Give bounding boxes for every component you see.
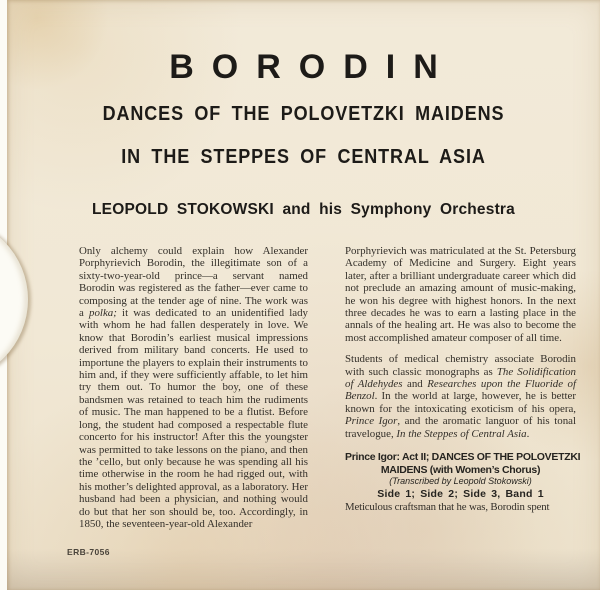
paragraph-text: Only alchemy could explain how Alexander Porphyrievich Borodin, the illegitimate son of a sixty-two-year-old prince—a servant named Borodin was registered as the father—ever came to composing at the tender age of nine. The work was a	[79, 245, 308, 320]
italic-work-title: Researches upon the Fluoride of Benzol	[345, 378, 577, 403]
tracklist-sides: Side 1; Side 2; Side 3, Band 1	[377, 487, 544, 500]
paragraph-text: it was dedicated to an unidentified lady with whom he had fallen desperately in love. We know that Borodin’s earliest musical impressions derived from military band concerts. He used to importune the players to explain their instruments to him and, if they were sufficiently affable, to let him try them out. To humor the boy, one of these bandsmen was retained to teach him the rudiments of music. The man happened to be a flutist. Before long, the student had composed a respectable flute concerto for his instructor! After this the youngster was permitted to take lessons on the piano, and then the ’cello, but only because he was spending all his time otherwise in the room he had rigged out, with his mother’s delighted approval, as a laboratory. Her husband had been a physician, and nothing would do but that her son should be, too. Accordingly, in 1850, the seventeen-year-old Alexander	[79, 307, 308, 530]
liner-notes-left-column	[79, 245, 308, 530]
tracklist-title-line-2: MAIDENS (with Women’s Chorus)	[380, 463, 541, 476]
liner-notes-right-column	[345, 245, 581, 513]
subtitle-line-2: IN THE STEPPES OF CENTRAL ASIA	[121, 146, 486, 168]
paragraph-text: . In the world at large, however, he is better known for the intoxicating exoticism of his opera,	[345, 390, 576, 415]
liner-paragraph-right-1: Porphyrievich was matriculated at the St. Petersburg Academy of Medicine and Surgery. Eight years later, after a brilliant undergraduate career which did not preclude an amazing amount of music-making, he won his degree with highest honors. In the next three decades he was to earn a lasting place in the annals of the healing art. He was also to become the most accomplished amateur composer of all time.	[345, 245, 576, 344]
liner-paragraph-left	[79, 245, 308, 530]
tracklist-block	[345, 451, 581, 501]
paragraph-text: and	[402, 378, 428, 391]
tracklist-title-line-1: Prince Igor: Act II; DANCES OF THE POLOVETZKI	[345, 451, 581, 464]
catalog-number: ERB-7056	[67, 547, 110, 557]
italic-work-title: In the Steppes of Central Asia	[396, 427, 527, 440]
liner-paragraph-right-2	[345, 353, 576, 440]
subtitle-line-1: DANCES OF THE POLOVETZKI MAIDENS	[102, 103, 505, 125]
paragraph-text: .	[526, 427, 530, 440]
italic-work-title: The Solidification of Aldehydes	[345, 365, 576, 391]
paragraph-text: , and the aromatic languor of his tonal travelogue,	[345, 415, 576, 440]
artist-line: LEOPOLD STOKOWSKI and his Symphony Orchestra	[92, 201, 515, 218]
album-title: BORODIN	[169, 48, 456, 86]
continuation-line: Meticulous craftsman that he was, Borodin spent	[345, 500, 550, 513]
italic-work-title: polka;	[89, 307, 117, 320]
record-sleeve-back	[7, 0, 600, 590]
italic-work-title: Prince Igor	[345, 415, 398, 428]
paragraph-text: Students of medical chemistry associate Borodin with such classic monographs as	[345, 353, 576, 378]
thumb-notch	[0, 217, 28, 382]
tracklist-transcription: (Transcribed by Leopold Stokowski)	[389, 476, 532, 487]
